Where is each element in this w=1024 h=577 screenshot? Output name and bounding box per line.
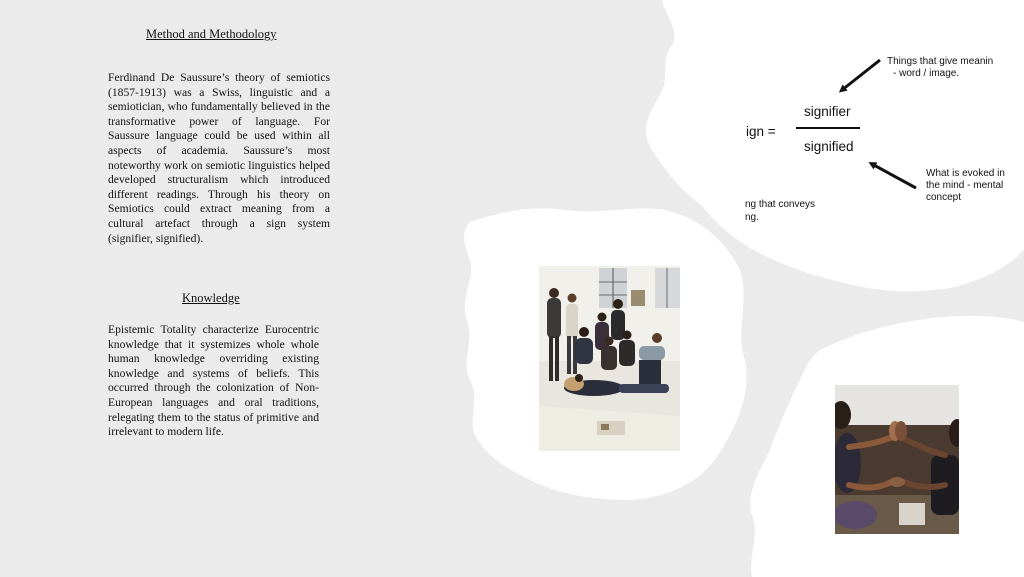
- sign-diagram: [740, 40, 1024, 240]
- sign-label: ign =: [746, 124, 776, 139]
- signifier-note: Things that give meanin - word / image.: [887, 56, 994, 79]
- signifier-label: signifier: [804, 104, 851, 119]
- sign-note: ng that conveys ng.: [745, 199, 816, 223]
- signified-note: What is evoked in the mind - mental concept: [926, 168, 1005, 203]
- fraction-line: [796, 127, 860, 129]
- signified-arrow-icon: [872, 164, 916, 188]
- knowledge-paragraph: Epistemic Totality characterize Eurocentric knowledge that it systemizes whole whole human knowledge overriding existing knowledge and systems of beliefs. This occurred through the colonization of Non- European languages and oral traditions, relegating them to the status of primitive and irrelevant to modern life.: [108, 323, 319, 439]
- group-photo: [539, 266, 680, 451]
- group-photo-image: [539, 266, 680, 451]
- hands-photo-image: [835, 385, 959, 534]
- method-paragraph: Ferdinand De Saussure’s theory of semiotics (1857-1913) was a Swiss, linguistic and a semiotician, who fundamentally believed in the transformative power of language. For Saussure language could be used within all aspects of academia. Saussure’s most noteworthy work on semiotic linguistics helped developed structuralism which introduced different readings. Through his theory on Semiotics could extract meaning from a cultural artefact through a sign system (signifier, signified).: [108, 71, 330, 245]
- hands-photo: [835, 385, 959, 534]
- signifier-arrow-icon: [842, 60, 880, 90]
- method-heading: Method and Methodology: [146, 27, 277, 41]
- knowledge-heading: Knowledge: [182, 291, 240, 305]
- signified-label: signified: [804, 139, 854, 154]
